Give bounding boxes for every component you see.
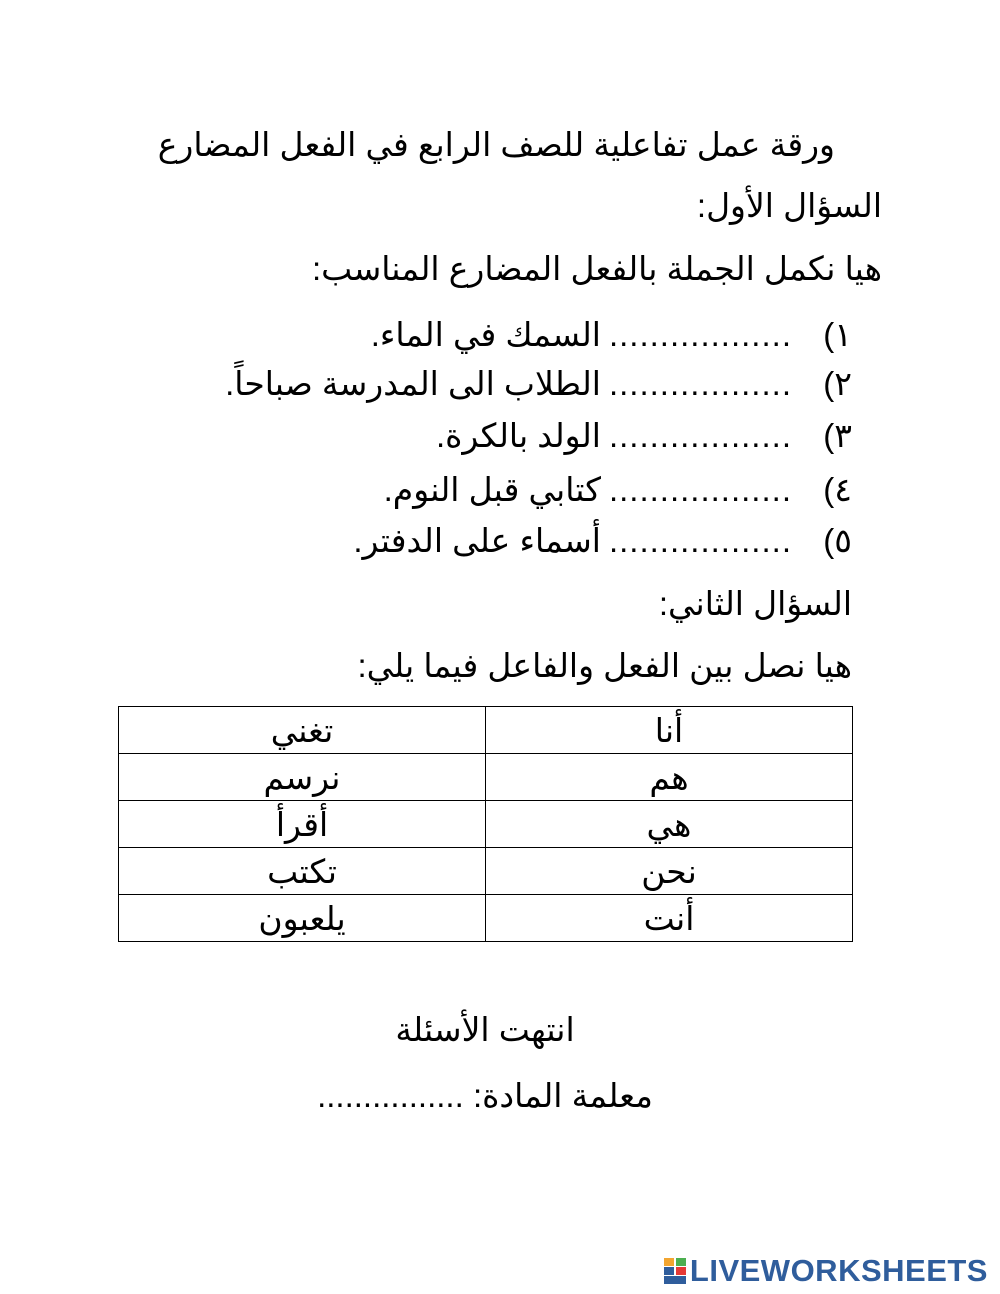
item-number: ٥) [823,522,852,559]
question-1-item [371,315,852,355]
item-text: كتابي قبل النوم. [383,471,601,508]
item-number: ٢) [823,365,852,402]
liveworksheets-logo-icon [664,1258,686,1284]
subject-cell[interactable]: نحن [486,848,853,895]
subject-cell[interactable]: أنت [486,895,853,942]
verb-cell[interactable]: نرسم [119,754,486,801]
table-row [119,707,853,754]
question-1-item [225,364,852,404]
closing-text: انتهت الأسئلة [395,1011,575,1048]
item-number: ٤) [823,471,852,508]
answer-blank[interactable]: .................. [608,417,792,454]
item-number: ٣) [823,417,852,454]
question-2-heading: السؤال الثاني: [658,585,852,622]
question-1-item [384,470,852,510]
question-1-heading: السؤال الأول: [696,187,882,224]
verb-cell[interactable]: يلعبون [119,895,486,942]
verb-cell[interactable]: تغني [119,707,486,754]
verb-cell[interactable]: تكتب [119,848,486,895]
liveworksheets-brand[interactable] [664,1253,988,1289]
table-row [119,801,853,848]
item-text: الطلاب الى المدرسة صباحاً. [225,365,601,402]
table-row [119,754,853,801]
item-text: السمك في الماء. [370,316,601,353]
question-1-instruction: هيا نكمل الجملة بالفعل المضارع المناسب: [312,250,882,287]
subject-cell[interactable]: هي [486,801,853,848]
answer-blank[interactable]: .................. [608,316,792,353]
subject-cell[interactable]: أنا [486,707,853,754]
item-number: ١) [823,316,852,353]
worksheet-title: ورقة عمل تفاعلية للصف الرابع في الفعل المضارع [157,126,835,163]
verb-cell[interactable]: أقرأ [119,801,486,848]
question-1-item [353,521,852,561]
item-text: أسماء على الدفتر. [353,522,601,559]
matching-table [118,706,853,942]
table-row [119,895,853,942]
answer-blank[interactable]: .................. [608,471,792,508]
table-row [119,848,853,895]
brand-name: LIVEWORKSHEETS [689,1253,988,1288]
question-1-item [436,416,852,456]
teacher-name-blank: ................ [317,1077,464,1114]
answer-blank[interactable]: .................. [608,365,792,402]
question-2-instruction: هيا نصل بين الفعل والفاعل فيما يلي: [357,647,852,684]
item-text: الولد بالكرة. [435,417,601,454]
teacher-label: معلمة المادة: [472,1077,653,1114]
teacher-signature-line [0,1076,970,1116]
subject-cell[interactable]: هم [486,754,853,801]
answer-blank[interactable]: .................. [608,522,792,559]
